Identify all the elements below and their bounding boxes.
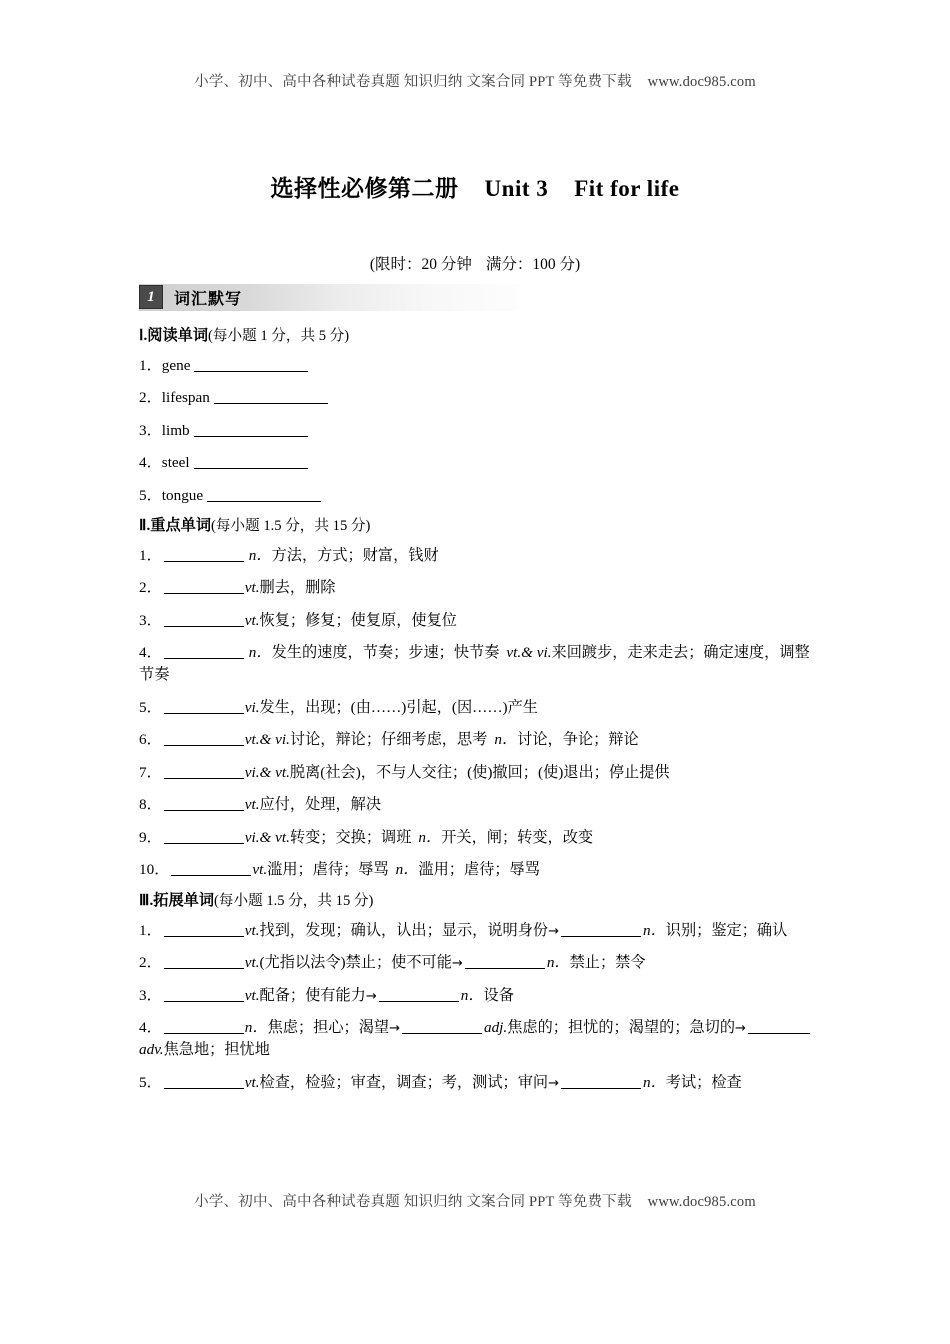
definition: 恢复；修复；使复原，使复位 — [259, 611, 457, 629]
derivation-blank[interactable] — [748, 1020, 810, 1034]
question-item — [139, 729, 812, 751]
part-score-note: (每小题 1 分，共 5 分) — [208, 328, 350, 344]
vocab-word: limb — [161, 421, 190, 439]
question-item — [139, 420, 812, 442]
question-number: 4． — [139, 1019, 162, 1037]
question-number: 2． — [139, 954, 162, 972]
part-score-note: (每小题 1.5 分，共 15 分) — [214, 893, 374, 909]
answer-blank[interactable] — [164, 732, 244, 746]
part-of-speech: vt. — [244, 954, 260, 972]
watermark-footer-url: www.doc985.com — [647, 1194, 756, 1210]
part-of-speech: vt. — [252, 861, 268, 879]
answer-blank[interactable] — [194, 422, 308, 436]
question-number: 3． — [139, 986, 162, 1004]
answer-blank[interactable] — [194, 455, 308, 469]
derivation-arrow-icon: → — [451, 956, 463, 972]
question-item — [139, 452, 812, 474]
page-title — [0, 170, 950, 203]
part-score-note: (每小题 1.5 分，共 15 分) — [211, 518, 371, 535]
part-of-speech: vi.& vt. — [244, 763, 290, 781]
derivation-blank[interactable] — [561, 922, 641, 936]
answer-blank[interactable] — [164, 612, 244, 626]
derivation-definition: 识别；鉴定；确认 — [665, 921, 788, 939]
part-of-speech: vt.& vi. — [506, 644, 552, 662]
question-item — [139, 1017, 812, 1061]
definition: 开关，闸；转变，改变 — [441, 828, 594, 846]
answer-blank[interactable] — [164, 830, 244, 844]
part-of-speech: n． — [418, 828, 442, 846]
answer-blank[interactable] — [164, 547, 244, 561]
definition: 转变；交换；调班 — [289, 828, 412, 846]
part-of-speech: vt. — [244, 986, 260, 1004]
question-number: 5． — [139, 1073, 162, 1091]
definition: 发生的速度，节奏；步速；快节奏 — [271, 644, 500, 662]
answer-blank[interactable] — [164, 645, 244, 659]
question-item — [139, 859, 812, 881]
question-item — [139, 952, 812, 974]
derivation-part-of-speech: n． — [460, 986, 484, 1004]
definition: (尤指以法令)禁止；使不可能 — [259, 954, 452, 972]
definition: 发生，出现；(由……)引起，(因……)产生 — [259, 698, 538, 716]
vocab-word: tongue — [161, 486, 204, 504]
derivation-arrow-icon: → — [548, 923, 560, 939]
section-title: 词汇默写 — [174, 289, 243, 308]
part-roman: Ⅱ. — [139, 517, 151, 535]
derivation-part-of-speech: adj. — [483, 1019, 508, 1037]
vocab-word: steel — [161, 454, 190, 472]
question-item — [139, 794, 812, 816]
question-number: 7． — [139, 763, 162, 781]
part-heading-Ⅲ — [139, 892, 812, 911]
derivation-blank[interactable] — [402, 1020, 482, 1034]
question-number: 3． — [139, 611, 162, 629]
question-item — [139, 355, 812, 377]
definition: 应付，处理，解决 — [259, 796, 382, 814]
question-item — [139, 485, 812, 507]
question-number: 3． — [139, 421, 162, 439]
part-of-speech: vt. — [244, 796, 260, 814]
derivation-arrow-icon: → — [735, 1021, 746, 1037]
answer-blank[interactable] — [164, 1074, 244, 1088]
part-of-speech: n． — [494, 731, 518, 749]
part-of-speech: n． — [244, 1019, 268, 1037]
title-book: 选择性必修第二册 — [270, 176, 459, 201]
vocab-word: gene — [161, 356, 191, 374]
derivation-part-of-speech: n． — [643, 1073, 666, 1091]
question-number: 1． — [139, 356, 162, 374]
question-item — [139, 387, 812, 409]
part-of-speech: vt. — [244, 579, 260, 597]
part-heading-Ⅰ — [139, 327, 812, 346]
derivation-definition: 焦虑的；担忧的；渴望的；急切的 — [507, 1019, 735, 1037]
definition: 方法，方式；财富，钱财 — [271, 546, 439, 564]
part-heading-Ⅱ — [139, 517, 812, 536]
answer-blank[interactable] — [214, 390, 328, 404]
answer-blank[interactable] — [164, 764, 244, 778]
time-limit-line — [0, 252, 950, 274]
part-roman: Ⅰ. — [139, 327, 148, 344]
derivation-definition: 设备 — [483, 986, 514, 1004]
question-number: 9． — [139, 828, 162, 846]
part-name: 重点单词 — [150, 517, 212, 535]
question-number: 4． — [139, 454, 162, 472]
definition: 讨论，争论；辩论 — [517, 731, 639, 749]
definition: 讨论，辩论；仔细考虑，思考 — [289, 731, 488, 749]
question-number: 6． — [139, 731, 162, 749]
question-item — [139, 1072, 812, 1094]
watermark-footer — [0, 1190, 950, 1211]
section-number-badge: 1 — [139, 285, 163, 309]
question-number: 2． — [139, 389, 162, 407]
part-of-speech: n． — [248, 546, 272, 564]
question-number: 5． — [139, 698, 162, 716]
part-of-speech: vt. — [244, 921, 260, 939]
answer-blank[interactable] — [164, 1020, 244, 1034]
watermark-header-text: 小学、初中、高中各种试卷真题 知识归纳 文案合同 PPT 等免费下载 — [194, 74, 632, 90]
derivation-part-of-speech: n． — [546, 954, 570, 972]
answer-blank[interactable] — [164, 580, 244, 594]
question-item — [139, 985, 812, 1007]
question-item — [139, 697, 812, 719]
part-of-speech: vi. — [244, 698, 260, 716]
definition: 找到，发现；确认，认出；显示，说明身份 — [259, 921, 549, 939]
question-number: 8． — [139, 796, 162, 814]
part-of-speech: vt. — [244, 611, 260, 629]
definition: 来回踱步，走来走去；确定速度，调整节奏 — [139, 644, 810, 684]
answer-blank[interactable] — [171, 862, 251, 876]
part-of-speech: vi.& vt. — [244, 828, 290, 846]
question-number: 1． — [139, 546, 162, 564]
answer-blank[interactable] — [207, 487, 321, 501]
question-item — [139, 642, 812, 686]
time-limit: (限时：20 分钟 — [369, 256, 472, 273]
question-item — [139, 545, 812, 567]
worksheet-content — [139, 327, 812, 1104]
derivation-arrow-icon: → — [389, 1021, 400, 1037]
definition: 检查，检验；审查，调查；考，测试；审问 — [259, 1073, 549, 1091]
watermark-header — [0, 70, 950, 91]
answer-blank[interactable] — [164, 699, 244, 713]
question-item — [139, 577, 812, 599]
question-number: 2． — [139, 579, 162, 597]
definition: 焦虑；担心；渴望 — [267, 1019, 390, 1037]
answer-blank[interactable] — [164, 987, 244, 1001]
definition: 滥用；虐待；辱骂 — [418, 861, 540, 879]
question-number: 5． — [139, 486, 162, 504]
answer-blank[interactable] — [164, 922, 244, 936]
watermark-footer-text: 小学、初中、高中各种试卷真题 知识归纳 文案合同 PPT 等免费下载 — [194, 1194, 632, 1210]
question-item — [139, 610, 812, 632]
definition: 滥用；虐待；辱骂 — [267, 861, 389, 879]
part-name: 拓展单词 — [153, 892, 215, 909]
derivation-blank[interactable] — [465, 955, 545, 969]
part-roman: Ⅲ. — [139, 892, 154, 909]
derivation-blank[interactable] — [379, 987, 459, 1001]
derivation-blank[interactable] — [561, 1074, 641, 1088]
question-item — [139, 920, 812, 942]
watermark-header-url: www.doc985.com — [647, 74, 756, 90]
question-number: 4． — [139, 644, 162, 662]
derivation-part-of-speech: n． — [643, 921, 666, 939]
vocab-word: lifespan — [161, 389, 210, 407]
derivation-part-of-speech: adv. — [139, 1041, 164, 1059]
answer-blank[interactable] — [164, 955, 244, 969]
derivation-arrow-icon: → — [548, 1075, 560, 1091]
full-score: 满分：100 分) — [485, 256, 581, 273]
derivation-definition: 焦急地；担忧地 — [163, 1041, 270, 1059]
part-name: 阅读单词 — [147, 327, 209, 344]
question-item — [139, 827, 812, 849]
derivation-definition: 禁止；禁令 — [569, 954, 646, 972]
part-of-speech: n． — [248, 644, 272, 662]
part-of-speech: vt.& vi. — [244, 731, 290, 749]
question-item — [139, 762, 812, 784]
definition: 配备；使有能力 — [259, 986, 366, 1004]
derivation-definition: 考试；检查 — [665, 1073, 742, 1091]
question-number: 1． — [139, 921, 162, 939]
answer-blank[interactable] — [164, 797, 244, 811]
part-of-speech: n． — [395, 861, 419, 879]
title-unit: Unit 3 — [484, 176, 549, 201]
definition: 删去，删除 — [259, 579, 336, 597]
derivation-arrow-icon: → — [365, 988, 377, 1004]
part-of-speech: vt. — [244, 1073, 260, 1091]
title-theme: Fit for life — [574, 176, 680, 201]
question-number: 10． — [139, 861, 170, 879]
answer-blank[interactable] — [194, 357, 308, 371]
definition: 脱离(社会)，不与人交往；(使)撤回；(使)退出；停止提供 — [289, 763, 670, 781]
